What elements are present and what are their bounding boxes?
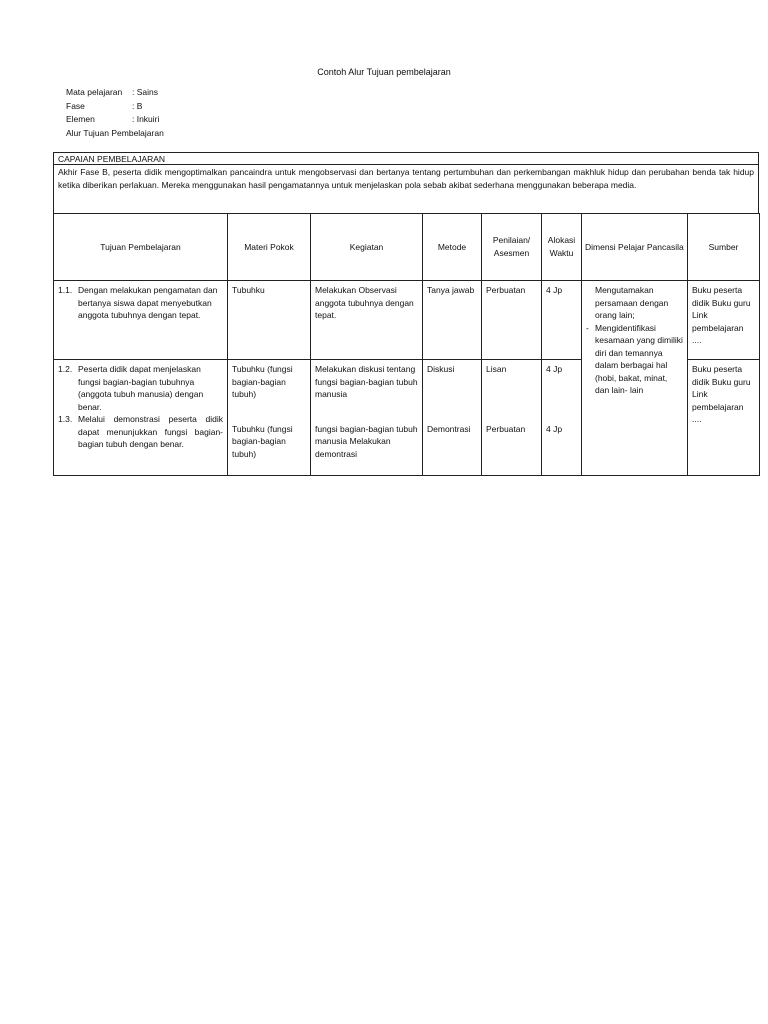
alokasi-text-a: 4 Jp (546, 364, 563, 374)
spacer (546, 376, 577, 423)
spacer (486, 376, 537, 423)
tujuan-table (53, 213, 760, 476)
metode-text-a: Diskusi (427, 364, 455, 374)
meta-fase-key: Fase (66, 100, 85, 111)
tujuan-item (58, 413, 223, 451)
header-kegiatan: Kegiatan (311, 214, 423, 281)
kegiatan-text-b: fungsi bagian-bagian tubuh manusia Melakukan demontrasi (315, 423, 418, 459)
metode-text-b: Demontrasi (427, 423, 471, 434)
table-row (54, 281, 760, 360)
document-meta (66, 86, 164, 140)
cell-kegiatan (311, 360, 423, 476)
tujuan-number: 1.1. (58, 285, 73, 295)
table-header-row (54, 214, 760, 281)
tujuan-text: Melalui demonstrasi peserta didik dapat menunjukkan fungsi bagian- bagian tubuh dengan benar. (78, 414, 223, 449)
header-tujuan: Tujuan Pembelajaran (54, 214, 228, 281)
cell-penilaian (482, 360, 542, 476)
meta-row-mapel (66, 86, 164, 100)
meta-mapel-val: : Sains (132, 87, 158, 97)
tujuan-number: 1.3. (58, 414, 73, 424)
capaian-text: Akhir Fase B, peserta didik mengoptimalkan pancaindra untuk mengobservasi dan bertanya tentang pertumbuhan dan perkembangan makhluk hidup dan perubahan benda tak hidup ketika diberikan perlakuan. Mereka menggunakan hasil pengamatannya untuk menjelaskan pola sebab akibat sederhana menggunakan beberapa media. (58, 167, 754, 190)
cell-dimensi (582, 281, 688, 476)
spacer (232, 401, 306, 423)
materi-text-a: Tubuhku (fungsi bagian-bagian tubuh) (232, 364, 293, 399)
dimensi-item-2 (586, 322, 683, 397)
penilaian-text-b: Perbuatan (486, 423, 526, 434)
meta-mapel-key: Mata pelajaran (66, 87, 123, 97)
tujuan-text: Peserta didik dapat menjelaskan fungsi bagian-bagian tubuhnya (anggota tubuh manusia) dengan benar. (78, 364, 204, 412)
cell-tujuan (54, 281, 228, 360)
cell-penilaian: Perbuatan (482, 281, 542, 360)
tujuan-text: Dengan melakukan pengamatan dan bertanya siswa dapat menyebutkan anggota tubuhnya dengan tepat. (78, 285, 218, 320)
meta-row-fase (66, 100, 164, 114)
penilaian-text-a: Lisan (486, 364, 507, 374)
cell-metode: Tanya jawab (423, 281, 482, 360)
cell-alokasi: 4 Jp (542, 281, 582, 360)
dimensi-dash: - (586, 322, 589, 333)
tujuan-item (58, 363, 223, 413)
tujuan-item (58, 284, 223, 322)
cell-sumber: Buku peserta didik Buku guru Link pembelajaran .... (688, 281, 760, 360)
header-alokasi: Alokasi Waktu (542, 214, 582, 281)
cell-kegiatan: Melakukan Observasi anggota tubuhnya dengan tepat. (311, 281, 423, 360)
spacer (427, 376, 477, 423)
meta-fase-val: : B (132, 100, 143, 111)
header-materi: Materi Pokok (228, 214, 311, 281)
header-dimensi: Dimensi Pelajar Pancasila (582, 214, 688, 281)
cell-metode (423, 360, 482, 476)
spacer (315, 401, 418, 423)
cell-tujuan (54, 360, 228, 476)
cell-alokasi (542, 360, 582, 476)
meta-elemen-key: Elemen (66, 114, 95, 124)
meta-row-elemen (66, 113, 164, 127)
dimensi-item-1: Mengutamakan persamaan dengan orang lain; (595, 285, 669, 320)
cell-materi: Tubuhku (228, 281, 311, 360)
materi-text-b: Tubuhku (fungsi bagian-bagian tubuh) (232, 423, 293, 459)
meta-elemen-val: : Inkuiri (132, 114, 160, 124)
header-sumber: Sumber (688, 214, 760, 281)
header-metode: Metode (423, 214, 482, 281)
kegiatan-text-a: Melakukan diskusi tentang fungsi bagian-bagian tubuh manusia (315, 364, 418, 399)
alokasi-text-b: 4 Jp (546, 423, 563, 434)
dimensi-text-2: Mengidentifikasi kesamaan yang dimiliki diri dan temannya dalam berbagai hal (hobi, bakat, minat, dan lain- lain (595, 322, 683, 395)
capaian-heading: CAPAIAN PEMBELAJARAN (54, 153, 758, 165)
document-title: Contoh Alur Tujuan pembelajaran (317, 67, 451, 77)
header-penilaian: Penilaian/ Asesmen (482, 214, 542, 281)
meta-row-alur (66, 127, 164, 141)
capaian-box (53, 152, 759, 214)
meta-alur: Alur Tujuan Pembelajaran (66, 127, 164, 138)
cell-materi (228, 360, 311, 476)
cell-sumber: Buku peserta didik Buku guru Link pembelajaran .... (688, 360, 760, 476)
tujuan-number: 1.2. (58, 364, 73, 374)
